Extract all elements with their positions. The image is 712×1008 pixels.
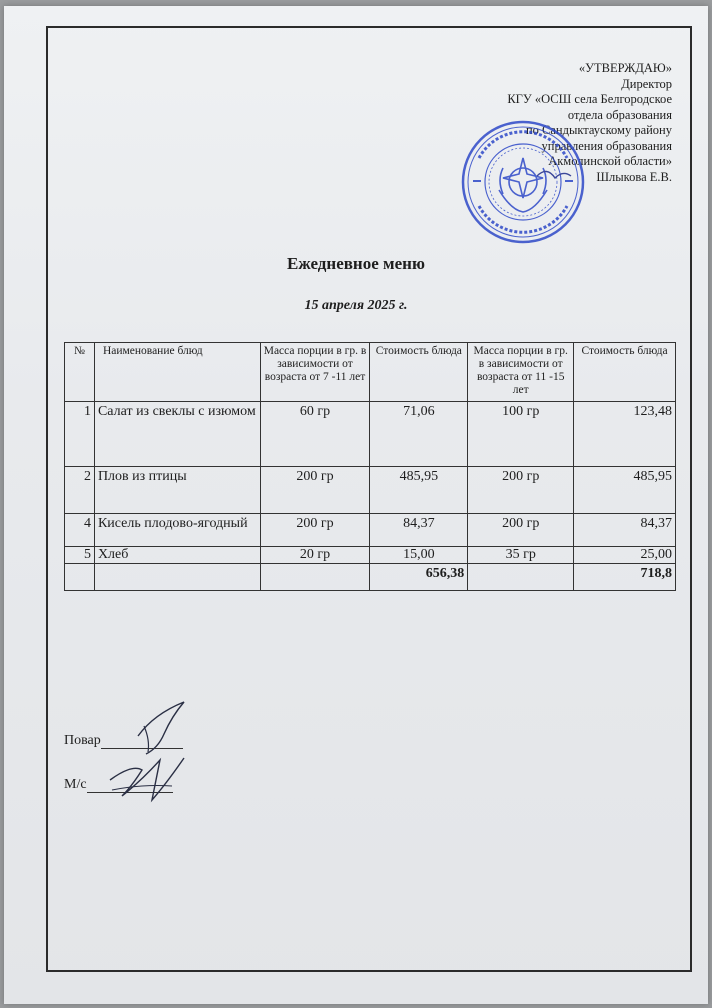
row-num: 4 (65, 514, 95, 547)
mass-11-15: 35 гр (468, 547, 574, 564)
mass-7-11: 200 гр (260, 514, 370, 547)
mass-11-15: 200 гр (468, 467, 574, 514)
approval-org-line-2: отдела образования (567, 107, 672, 122)
row-num: 1 (65, 402, 95, 467)
total-cost-11-15: 718,8 (574, 564, 676, 591)
cook-label: Повар (64, 733, 101, 748)
totals-empty-mass-7-11 (260, 564, 370, 591)
paper-sheet (4, 6, 708, 1004)
header-cost-7-11: Стоимость блюда (370, 343, 468, 402)
table-row (65, 402, 676, 467)
header-cost-11-15: Стоимость блюда (574, 343, 676, 402)
totals-row (65, 564, 676, 591)
table-row (65, 547, 676, 564)
cost-7-11: 84,37 (370, 514, 468, 547)
dish-name: Салат из свеклы с изюмом (94, 402, 260, 467)
mass-7-11: 20 гр (260, 547, 370, 564)
approval-org-line-1: КГУ «ОСШ села Белгородское (507, 92, 672, 106)
totals-empty-mass-11-15 (468, 564, 574, 591)
header-dish-name: Наименование блюд (94, 343, 260, 402)
header-mass-7-11: Масса порции в гр. в зависимости от возраста от 7 -11 лет (260, 343, 370, 402)
totals-empty-name (94, 564, 260, 591)
dish-name: Хлеб (94, 547, 260, 564)
official-seal-stamp (459, 118, 587, 246)
row-num: 2 (65, 467, 95, 514)
cost-11-15: 123,48 (574, 402, 676, 467)
nurse-label: М/с (64, 777, 87, 792)
table-header-row (65, 343, 676, 402)
cost-7-11: 15,00 (370, 547, 468, 564)
cost-11-15: 25,00 (574, 547, 676, 564)
cost-7-11: 485,95 (370, 467, 468, 514)
cost-11-15: 485,95 (574, 467, 676, 514)
total-cost-7-11: 656,38 (370, 564, 468, 591)
approval-org-line-4: управления образования (541, 138, 672, 153)
dish-name: Кисель плодово-ягодный (94, 514, 260, 547)
cost-11-15: 84,37 (574, 514, 676, 547)
approval-org-line-5: Акмолинской области» (548, 154, 672, 168)
mass-11-15: 100 гр (468, 402, 574, 467)
page-title: Ежедневное меню (287, 254, 425, 273)
cost-7-11: 71,06 (370, 402, 468, 467)
menu-table (64, 342, 676, 591)
totals-empty-num (65, 564, 95, 591)
menu-date: 15 апреля 2025 г. (304, 298, 408, 313)
table-row (65, 514, 676, 547)
table-row (65, 467, 676, 514)
header-num: № (65, 343, 95, 402)
approval-org-line-3: по Сандыктаускому району (525, 123, 672, 137)
mass-11-15: 200 гр (468, 514, 574, 547)
approval-heading: «УТВЕРЖДАЮ» (578, 61, 672, 75)
header-mass-11-15: Масса порции в гр. в зависимости от возраста от 11 -15 лет (468, 343, 574, 402)
row-num: 5 (65, 547, 95, 564)
mass-7-11: 60 гр (260, 402, 370, 467)
nurse-handwritten-signature (102, 750, 194, 810)
dish-name: Плов из птицы (94, 467, 260, 514)
approval-position: Директор (621, 76, 672, 91)
mass-7-11: 200 гр (260, 467, 370, 514)
approval-signer: Шлыкова Е.В. (596, 169, 672, 184)
